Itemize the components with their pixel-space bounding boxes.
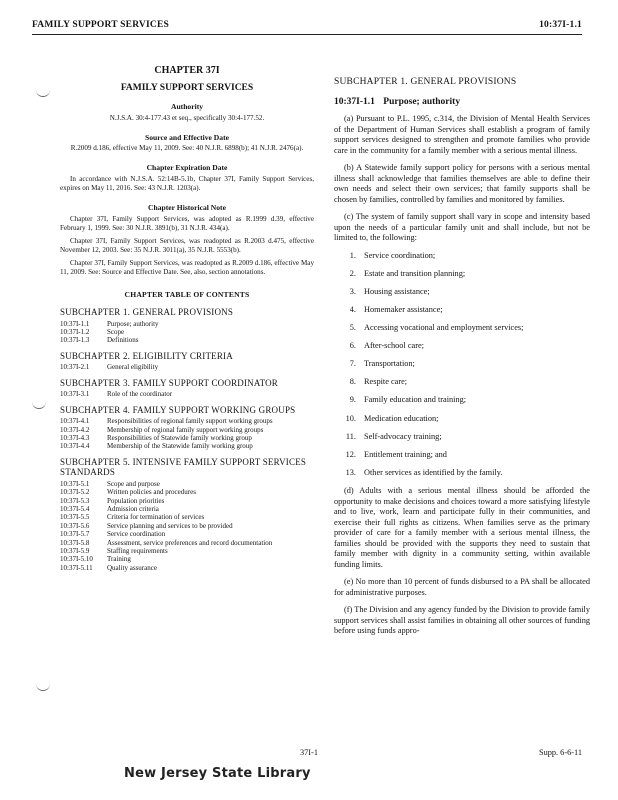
supplement-date: Supp. 6-6-11 xyxy=(538,748,582,757)
chapter-title: FAMILY SUPPORT SERVICES xyxy=(120,82,254,93)
toc-entry-number: 10:37I-5.3 xyxy=(60,496,90,505)
paragraph-d: (d) Adults with a serious mental illness should be afforded the opportunity to make decisions and choices toward a more satisfying lifestyle and to live, work, learn and participate fully in their communities, and exercise their full rights as citizens. When families serve as the primary provider of care for a family member with a serious mental illness, the families should be provided with the supports they need to sustain that family member with dignity in a community setting, within available funding limits. xyxy=(334,486,590,569)
toc-entry-title: Membership of the Statewide family working group xyxy=(107,442,253,451)
toc-entry xyxy=(60,434,314,442)
toc-entry-number: 10:37I-1.2 xyxy=(60,328,90,337)
list-item-number: 3. xyxy=(349,286,356,296)
list-item-number: 9. xyxy=(349,395,356,405)
toc-entry xyxy=(60,320,314,328)
toc-entry xyxy=(60,363,314,371)
list-item-text: Service coordination; xyxy=(364,250,436,260)
toc-entry-number: 10:37I-5.2 xyxy=(60,488,90,497)
toc-entry-number: 10:37I-5.9 xyxy=(60,547,90,556)
list-item-text: Estate and transition planning; xyxy=(364,268,466,278)
toc-entry-title: Membership of regional family support working groups xyxy=(107,425,264,434)
toc-entry xyxy=(60,555,314,563)
list-item-number: 5. xyxy=(349,323,356,333)
list-item-number: 12. xyxy=(345,449,356,459)
list-item xyxy=(334,377,590,388)
list-item xyxy=(334,269,590,280)
toc-entry-number: 10:37I-5.8 xyxy=(60,538,90,547)
header-rule xyxy=(32,34,582,35)
list-item xyxy=(334,341,590,352)
toc-entry-title: Criteria for termination of services xyxy=(107,513,205,522)
services-list xyxy=(334,251,590,479)
page-number: 37I-1 xyxy=(300,748,318,757)
list-item-text: Self-advocacy training; xyxy=(364,431,442,441)
toc-entry-number: 10:37I-5.6 xyxy=(60,521,90,530)
toc-entry-number: 10:37I-5.4 xyxy=(60,505,90,514)
list-item-number: 11. xyxy=(345,431,356,441)
chapter-number: CHAPTER 37I xyxy=(154,65,220,76)
toc-entry-title: Written policies and procedures xyxy=(107,488,196,497)
toc-entry-title: Staffing requirements xyxy=(107,547,168,556)
toc-subchapter xyxy=(60,378,314,399)
toc-entry-title: Purpose; authority xyxy=(107,319,159,328)
toc-entry xyxy=(60,522,314,530)
paragraph-b: (b) A Statewide family support policy for persons with a serious mental illness shall acknowledge that families themselves are able to define their own needs and select their own services; that family supports shall be chosen by families, controlled by families and monitored by families. xyxy=(334,163,590,204)
toc-entry-number: 10:37I-5.11 xyxy=(60,563,93,572)
toc-entry xyxy=(60,390,314,398)
history-note: Chapter 37I, Family Support Services, was readopted as R.2003 d.475, effective November 12, 2003. See: 35 N.J.R. 3011(a), 35 N.J.R. 5553(b). xyxy=(60,236,314,254)
paragraph-a: (a) Pursuant to P.L. 1995, c.314, the Division of Mental Health Services of the Department of Human Services shall establish a program of family support services designed to strengthen and promote families who provide care in the community for a family member with a serious mental illness. xyxy=(334,114,590,155)
library-stamp: New Jersey State Library xyxy=(124,766,311,781)
right-column xyxy=(334,78,590,644)
toc-entry-title: Scope and purpose xyxy=(107,479,160,488)
toc-entry xyxy=(60,328,314,336)
toc-subchapter xyxy=(60,307,314,345)
list-item-number: 2. xyxy=(349,268,356,278)
toc-entry-title: Responsibilities of Statewide family working group xyxy=(107,434,252,442)
authority-text: N.J.S.A. 30:4-177.43 et seq., specifically 30:4-177.52. xyxy=(109,113,265,122)
list-item xyxy=(334,251,590,262)
list-item xyxy=(334,450,590,461)
list-item-text: After-school care; xyxy=(364,341,424,351)
toc-entry xyxy=(60,513,314,521)
toc-subchapter xyxy=(60,351,314,372)
toc-entry-title: Role of the coordinator xyxy=(107,390,173,399)
left-column xyxy=(60,66,314,572)
list-item xyxy=(334,323,590,334)
list-item-number: 4. xyxy=(349,304,356,314)
list-item-number: 6. xyxy=(349,341,356,351)
running-header-section: 10:37I-1.1 xyxy=(539,20,582,30)
toc-subchapter-title: SUBCHAPTER 2. ELIGIBILITY CRITERIA xyxy=(60,350,233,361)
list-item-text: Respite care; xyxy=(364,377,408,387)
toc-entry-title: Training xyxy=(107,555,131,564)
toc-entry xyxy=(60,497,314,505)
history-heading: Chapter Historical Note xyxy=(148,202,226,212)
toc-subchapter-title: SUBCHAPTER 1. GENERAL PROVISIONS xyxy=(60,307,234,318)
toc-entry-number: 10:37I-5.10 xyxy=(60,555,93,564)
list-item-number: 8. xyxy=(349,377,356,387)
toc-entry-title: Admission criteria xyxy=(107,505,159,514)
list-item xyxy=(334,395,590,406)
section-heading xyxy=(334,98,590,108)
history-note: Chapter 37I, Family Support Services, was readopted as R.2009 d.186, effective May 11, 2009. See: Source and Effective Date. See, also, section annotations. xyxy=(60,258,314,276)
toc-entry-title: Definitions xyxy=(107,336,139,345)
toc-subchapter-title: SUBCHAPTER 4. FAMILY SUPPORT WORKING GROUPS xyxy=(60,404,296,415)
toc-subchapter-title: SUBCHAPTER 5. INTENSIVE FAMILY SUPPORT SERVICES STANDARDS xyxy=(60,456,307,478)
paragraph-f: (f) The Division and any agency funded by the Division to provide family support services shall assist families in obtaining all other sources of funding before using funds appro- xyxy=(334,605,590,636)
list-item-text: Homemaker assistance; xyxy=(364,304,443,314)
toc-entry-number: 10:37I-4.4 xyxy=(60,442,90,451)
history-note: Chapter 37I, Family Support Services, was adopted as R.1999 d.39, effective February 1, 1999. See: 30 N.J.R. 3891(b), 31 N.J.R. 434(a). xyxy=(60,214,314,232)
toc-entry-number: 10:37I-5.7 xyxy=(60,530,90,539)
toc-entry-title: Scope xyxy=(107,328,125,337)
toc-entry-number: 10:37I-5.5 xyxy=(60,513,90,522)
paragraph-c: (c) The system of family support shall vary in scope and intensity based upon the needs of a particular family unit and shall include, but not be limited to, the following: xyxy=(334,212,590,243)
toc-entry xyxy=(60,417,314,425)
toc-entry xyxy=(60,564,314,572)
list-item-number: 10. xyxy=(345,413,356,423)
list-item-text: Entitlement training; and xyxy=(364,449,447,459)
margin-mark xyxy=(36,684,50,691)
toc-entry xyxy=(60,547,314,555)
toc-entry-title: Assessment, service preferences and record documentation xyxy=(107,538,273,547)
running-header-title: FAMILY SUPPORT SERVICES xyxy=(32,20,169,30)
toc-entry-title: General eligibility xyxy=(107,363,159,372)
list-item-text: Family education and training; xyxy=(364,395,467,405)
toc-entry-title: Quality assurance xyxy=(107,563,157,572)
toc-entry-number: 10:37I-3.1 xyxy=(60,390,90,399)
toc-entry-number: 10:37I-4.2 xyxy=(60,425,90,434)
list-item xyxy=(334,287,590,298)
toc-entry-title: Population priorities xyxy=(107,496,165,505)
toc-entry xyxy=(60,539,314,547)
toc-entry xyxy=(60,336,314,344)
list-item-text: Medication education; xyxy=(364,413,439,423)
toc-entry-number: 10:37I-5.1 xyxy=(60,479,90,488)
expiration-heading: Chapter Expiration Date xyxy=(146,163,228,173)
margin-mark xyxy=(32,402,46,409)
list-item-number: 7. xyxy=(349,359,356,369)
list-item-text: Other services as identified by the family. xyxy=(364,467,503,477)
toc-entry xyxy=(60,505,314,513)
toc-entry-number: 10:37I-4.3 xyxy=(60,434,90,442)
toc-entry xyxy=(60,488,314,496)
toc-title: CHAPTER TABLE OF CONTENTS xyxy=(124,289,250,299)
toc-entry xyxy=(60,442,314,450)
toc-subchapter-title: SUBCHAPTER 3. FAMILY SUPPORT COORDINATOR xyxy=(60,377,279,388)
toc-entry-number: 10:37I-4.1 xyxy=(60,417,90,426)
margin-mark xyxy=(36,90,50,97)
list-item-text: Accessing vocational and employment services; xyxy=(364,323,524,333)
expiration-text: In accordance with N.J.S.A. 52:14B-5.1b, Chapter 37I, Family Support Services, expires on May 11, 2016. See: 43 N.J.R. 1203(a). xyxy=(60,174,314,192)
list-item-text: Transportation; xyxy=(364,359,415,369)
list-item-number: 1. xyxy=(349,250,356,260)
table-of-contents xyxy=(60,307,314,572)
list-item xyxy=(334,432,590,443)
toc-entry-number: 10:37I-2.1 xyxy=(60,363,90,372)
list-item xyxy=(334,359,590,370)
list-item-number: 13. xyxy=(345,467,356,477)
subchapter-heading: SUBCHAPTER 1. GENERAL PROVISIONS xyxy=(334,77,517,87)
paragraph-e: (e) No more than 10 percent of funds disbursed to a PA shall be allocated for administrative purposes. xyxy=(334,577,590,597)
list-item xyxy=(334,414,590,425)
source-text: R.2009 d.186, effective May 11, 2009. See: 40 N.J.R. 6898(b); 41 N.J.R. 2476(a). xyxy=(70,144,304,153)
toc-entry-title: Service coordination xyxy=(107,530,166,539)
list-item xyxy=(334,305,590,316)
toc-entry xyxy=(60,530,314,538)
toc-entry-number: 10:37I-1.1 xyxy=(60,319,90,328)
source-heading: Source and Effective Date xyxy=(144,132,229,142)
toc-entry-number: 10:37I-1.3 xyxy=(60,336,90,345)
toc-entry-title: Responsibilities of regional family support working groups xyxy=(107,417,273,426)
list-item xyxy=(334,468,590,479)
section-title: Purpose; authority xyxy=(383,96,461,107)
section-number: 10:37I-1.1 xyxy=(334,96,375,107)
list-item-text: Housing assistance; xyxy=(364,286,430,296)
toc-subchapter xyxy=(60,457,314,572)
toc-entry-title: Service planning and services to be provided xyxy=(107,521,233,530)
toc-entry xyxy=(60,480,314,488)
authority-heading: Authority xyxy=(170,102,204,112)
toc-entry xyxy=(60,426,314,434)
toc-subchapter xyxy=(60,405,314,451)
